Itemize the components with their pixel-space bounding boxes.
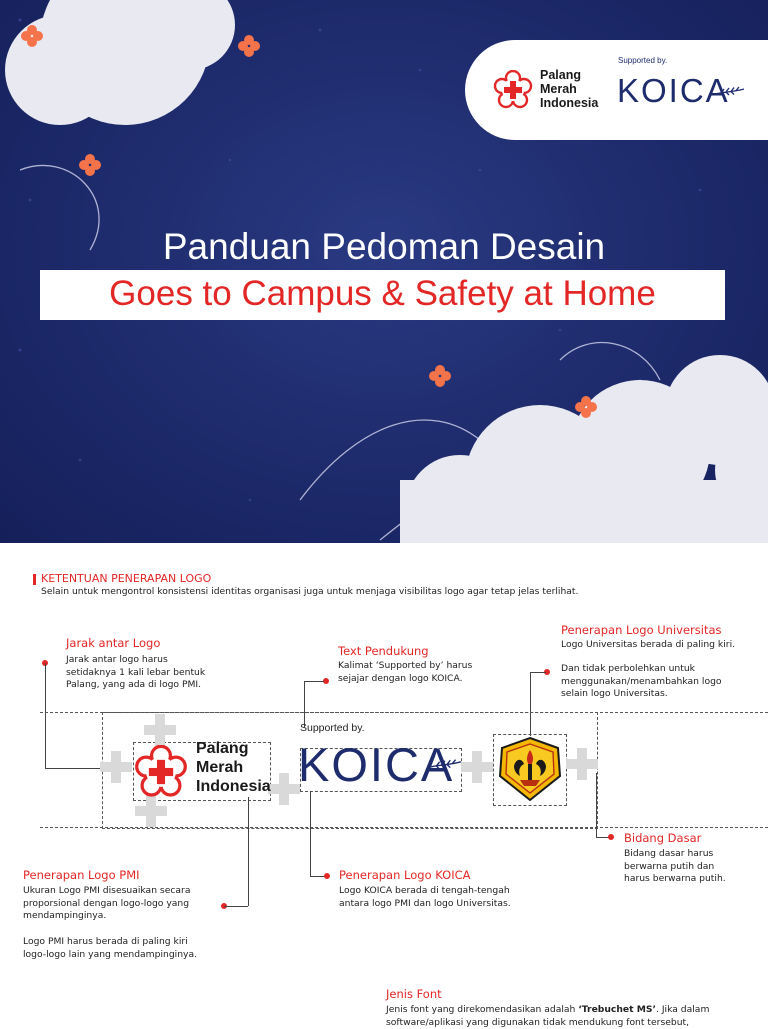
text-line: mendampinginya. xyxy=(23,910,190,923)
pmi-description-1 xyxy=(23,885,190,923)
universitas-heading: Penerapan Logo Universitas xyxy=(561,623,722,637)
text-line: Logo PMI harus berada di paling kiri xyxy=(23,936,197,949)
text-line: Dan tidak perbolehkan untuk xyxy=(561,663,722,676)
pmi-name xyxy=(540,68,598,110)
spacing-plus-icon xyxy=(100,751,132,783)
koica-logo: KOICA xyxy=(617,72,730,110)
koica-logo: KOICA xyxy=(298,738,454,792)
cloud-bottom-right xyxy=(400,355,768,543)
koica-heading: Penerapan Logo KOICA xyxy=(339,868,471,882)
callout-dot xyxy=(608,834,614,840)
spacing-plus-icon xyxy=(461,751,493,783)
pmi-heading: Penerapan Logo PMI xyxy=(23,868,140,882)
callout-line xyxy=(45,663,46,768)
spacing-plus-icon xyxy=(144,714,176,746)
jarak-heading: Jarak antar Logo xyxy=(66,636,160,650)
text-line: selain logo Universitas. xyxy=(561,688,722,701)
callout-line xyxy=(596,773,597,837)
bidang-description xyxy=(624,848,726,886)
text-line: setidaknya 1 kali lebar bentuk xyxy=(66,667,205,680)
pmi-name-line: Merah xyxy=(540,82,598,96)
text-line: logo-logo lain yang mendampinginya. xyxy=(23,949,197,962)
text-line: proporsional dengan logo-logo yang xyxy=(23,898,190,911)
spacing-plus-icon xyxy=(566,748,598,780)
pmi-logo-icon xyxy=(134,745,188,799)
text-line: harus berwarna putih. xyxy=(624,873,726,886)
universitas-description xyxy=(561,663,722,701)
text-segment: . Jika dalam xyxy=(656,1004,709,1015)
supported-by-label: Supported by. xyxy=(300,722,365,734)
pmi-logo-icon xyxy=(493,70,533,110)
text-line: Jarak antar logo harus xyxy=(66,654,205,667)
universitas-line1 xyxy=(561,639,735,652)
cover-subtitle: Goes to Campus & Safety at Home xyxy=(40,274,725,314)
pmi-description-2 xyxy=(23,936,197,961)
pmi-name xyxy=(196,739,271,796)
partner-logo-card xyxy=(465,40,768,140)
callout-line xyxy=(248,797,249,906)
text-line: Palang, yang ada di logo PMI. xyxy=(66,679,205,692)
callout-line xyxy=(530,672,546,673)
cloud-top-left xyxy=(5,0,235,125)
pmi-name-line: Merah xyxy=(196,758,271,777)
text-line: Logo Universitas berada di paling kiri. xyxy=(561,639,735,652)
text-line: antara logo PMI dan logo Universitas. xyxy=(339,898,511,911)
koica-leaf-icon xyxy=(430,758,462,772)
supported-by-label: Supported by. xyxy=(618,56,667,65)
text-line: software/aplikasi yang digunakan tidak mendukung font tersebut, xyxy=(386,1017,709,1029)
koica-leaf-icon xyxy=(715,86,745,98)
text-pendukung-heading: Text Pendukung xyxy=(338,644,429,658)
text-line: menggunakan/menambahkan logo xyxy=(561,676,722,689)
bidang-heading: Bidang Dasar xyxy=(624,831,701,845)
callout-line xyxy=(310,791,311,876)
university-emblem-icon xyxy=(498,736,562,802)
text-segment: Jenis font yang direkomendasikan adalah xyxy=(386,1004,578,1015)
logo-guide-section xyxy=(0,543,768,1024)
text-line: sejajar dengan logo KOICA. xyxy=(338,673,472,686)
text-line xyxy=(386,1004,709,1017)
pmi-name-line: Palang xyxy=(540,68,598,82)
intro-text: Selain untuk mengontrol konsistensi identitas organisasi juga untuk menjaga visibilitas logo agar tetap jelas terlihat. xyxy=(41,586,578,599)
koica-description xyxy=(339,885,511,910)
text-line: berwarna putih dan xyxy=(624,861,726,874)
section-title: KETENTUAN PENERAPAN LOGO xyxy=(41,572,211,585)
text-line: Ukuran Logo PMI disesuaikan secara xyxy=(23,885,190,898)
section-intro xyxy=(41,586,578,599)
jarak-description xyxy=(66,654,205,692)
text-line: Kalimat ‘Supported by’ harus xyxy=(338,660,472,673)
cover-title: Panduan Pedoman Desain xyxy=(0,226,768,268)
text-line: Bidang dasar harus xyxy=(624,848,726,861)
callout-line xyxy=(224,906,248,907)
font-name: ‘Trebuchet MS’ xyxy=(578,1004,656,1015)
text-line: Logo KOICA berada di tengah-tengah xyxy=(339,885,511,898)
callout-dot xyxy=(324,873,330,879)
pmi-name-line: Indonesia xyxy=(196,777,271,796)
pmi-name-line: Palang xyxy=(196,739,271,758)
cover-subtitle-box xyxy=(40,270,725,320)
section-marker xyxy=(33,574,36,585)
font-description xyxy=(386,1004,709,1029)
pmi-name-line: Indonesia xyxy=(540,96,598,110)
font-heading: Jenis Font xyxy=(386,987,442,1001)
callout-line xyxy=(304,681,324,682)
spacing-plus-icon xyxy=(135,795,167,827)
spacing-plus-icon xyxy=(268,773,300,805)
text-pendukung-description xyxy=(338,660,472,685)
